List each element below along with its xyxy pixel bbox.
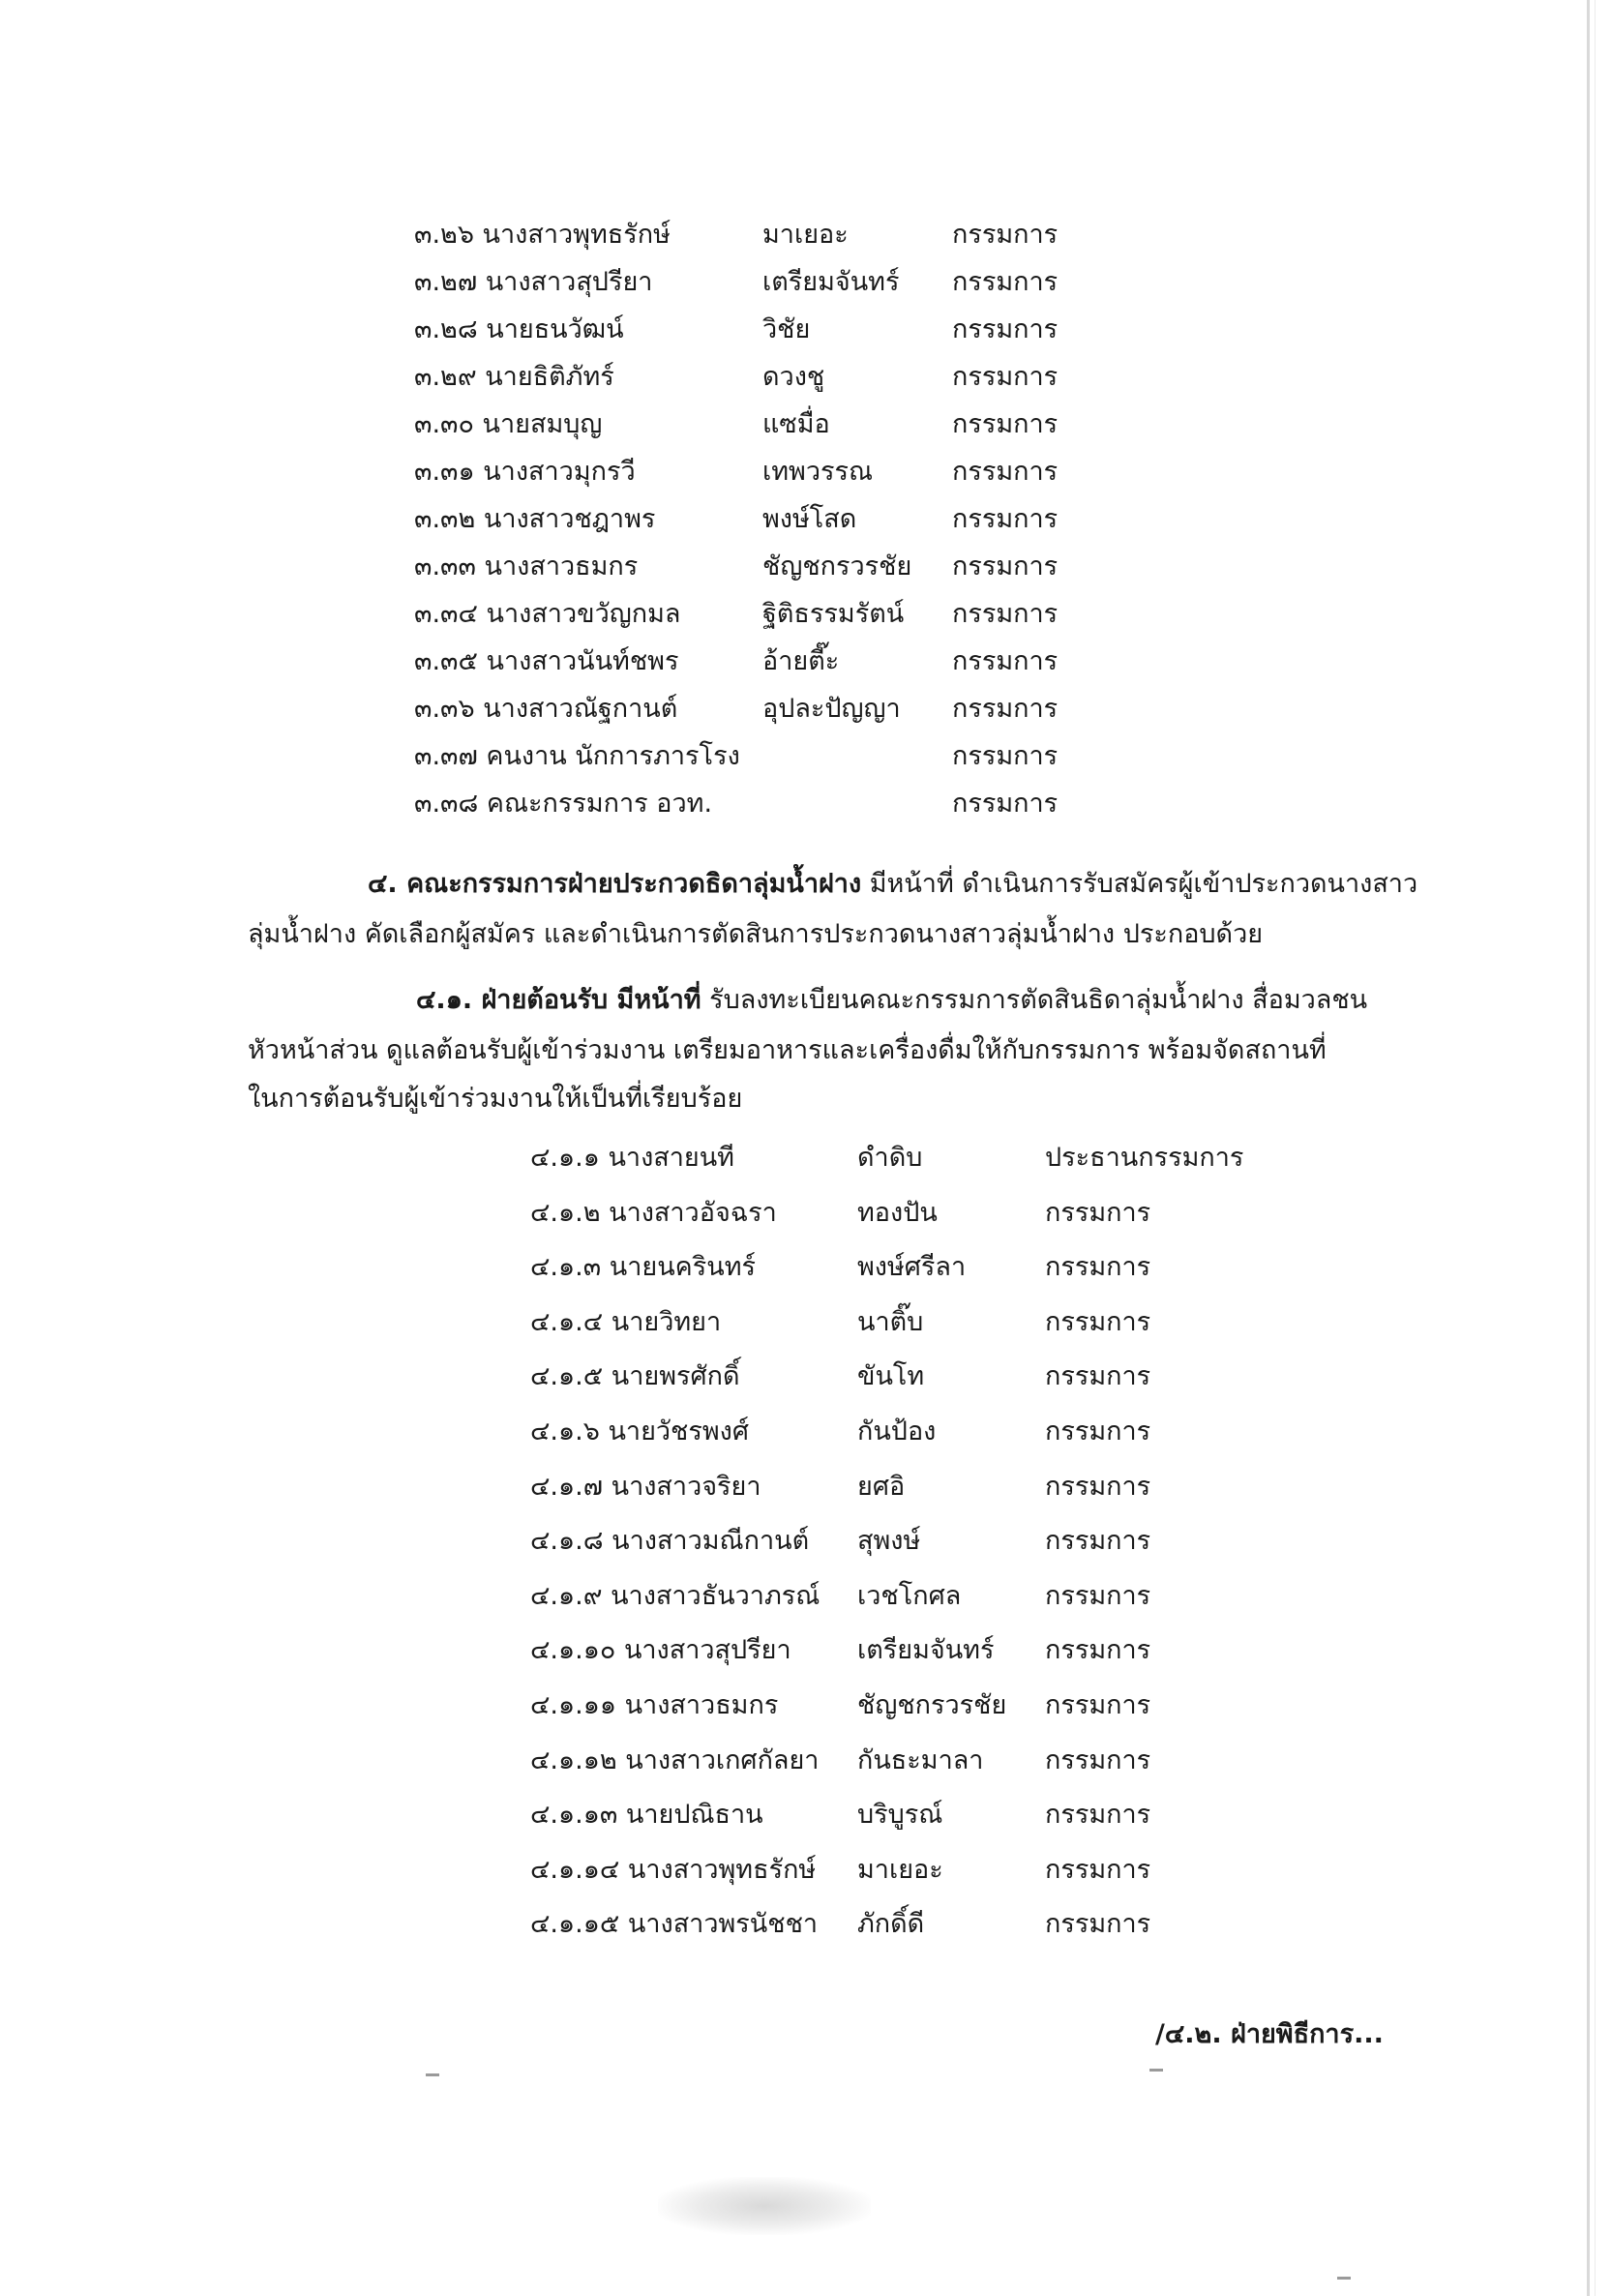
member-role: กรรมการ	[952, 741, 1059, 771]
scan-smudge	[658, 2177, 871, 2235]
scan-mark	[426, 2073, 439, 2076]
page-edge-shadow	[1587, 0, 1590, 2296]
member-role: กรรมการ	[1045, 1689, 1151, 1720]
member-name: ๔.๑.๑ นางสายนที	[530, 1143, 734, 1173]
member-name: ๓.๓๗ คนงาน นักการภารโรง	[414, 741, 740, 771]
member-role: กรรมการ	[1045, 1361, 1151, 1392]
member-role: กรรมการ	[1045, 1416, 1151, 1446]
member-role: กรรมการ	[952, 267, 1059, 297]
member-role: กรรมการ	[952, 646, 1059, 676]
section41-line-3: ในการต้อนรับผู้เข้าร่วมงานให้เป็นที่เรียบร้อย	[248, 1084, 743, 1114]
member-surname: ชัญชกรวรชัย	[857, 1689, 1007, 1720]
member-surname: บริบูรณ์	[857, 1800, 943, 1831]
member-role: กรรมการ	[1045, 1197, 1151, 1228]
member-surname: พงษ์โสด	[762, 504, 857, 534]
member-role: กรรมการ	[952, 599, 1059, 629]
member-role: กรรมการ	[1045, 1580, 1151, 1611]
member-name: ๓.๓๓ นางสาวธมกร	[414, 552, 639, 581]
member-role: กรรมการ	[952, 789, 1059, 819]
member-name: ๔.๑.๒ นางสาวอัจฉรา	[530, 1197, 777, 1228]
member-role: กรรมการ	[952, 362, 1059, 392]
page-continuation: /๔.๒. ฝ่ายพิธีการ...	[1155, 2019, 1384, 2049]
member-name: ๔.๑.๔ นายวิทยา	[530, 1306, 722, 1337]
member-role: กรรมการ	[1045, 1306, 1151, 1337]
member-surname: มาเยอะ	[762, 220, 849, 250]
member-role: กรรมการ	[1045, 1854, 1151, 1885]
member-name: ๔.๑.๑๒ นางสาวเกศกัลยา	[530, 1744, 820, 1775]
member-surname: อ้ายตี๊ะ	[762, 646, 840, 676]
section41-heading: ๔.๑. ฝ่ายต้อนรับ มีหน้าที่	[416, 985, 701, 1015]
member-surname: สุพงษ์	[857, 1526, 921, 1557]
member-name: ๔.๑.๓ นายนครินทร์	[530, 1252, 756, 1283]
member-surname: แซมื่อ	[762, 409, 830, 439]
member-surname: วิชัย	[762, 314, 811, 344]
member-surname: ดำดิบ	[857, 1143, 923, 1173]
section4-text: มีหน้าที่ ดำเนินการรับสมัครผู้เข้าประกวดนางสาว	[861, 869, 1418, 899]
member-surname: ภักดิ์ดี	[857, 1909, 925, 1940]
member-name: ๔.๑.๑๐ นางสาวสุปรียา	[530, 1635, 791, 1666]
member-name: ๓.๓๐ นายสมบุญ	[414, 409, 603, 439]
member-role: กรรมการ	[952, 552, 1059, 581]
member-role: ประธานกรรมการ	[1045, 1143, 1244, 1173]
member-surname: ขันโท	[857, 1361, 925, 1392]
member-surname: เวชโกศล	[857, 1580, 962, 1611]
scan-mark	[1337, 2277, 1351, 2280]
member-name: ๔.๑.๗ นางสาวจริยา	[530, 1471, 761, 1502]
member-role: กรรมการ	[1045, 1252, 1151, 1283]
member-name: ๔.๑.๙ นางสาวธันวาภรณ์	[530, 1580, 820, 1611]
section41-line-1	[416, 975, 1367, 1026]
member-role: กรรมการ	[1045, 1635, 1151, 1666]
scan-mark	[1149, 2069, 1163, 2072]
member-name: ๓.๓๕ นางสาวนันท์ชพร	[414, 646, 679, 676]
member-name: ๓.๓๑ นางสาวมุกรวี	[414, 457, 636, 487]
member-name: ๔.๑.๑๓ นายปณิธาน	[530, 1800, 763, 1831]
member-name: ๓.๓๘ คณะกรรมการ อวท.	[414, 789, 713, 819]
member-surname: มาเยอะ	[857, 1854, 943, 1885]
member-name: ๔.๑.๑๔ นางสาวพุทธรักษ์	[530, 1854, 817, 1885]
member-name: ๓.๓๔ นางสาวขวัญกมล	[414, 599, 681, 629]
member-surname: ทองปัน	[857, 1197, 938, 1228]
section41-text: รับลงทะเบียนคณะกรรมการตัดสินธิดาลุ่มน้ำฝาง สื่อมวลชน	[701, 985, 1368, 1015]
member-surname: อุปละปัญญา	[762, 694, 901, 724]
member-surname: เตรียมจันทร์	[857, 1635, 995, 1666]
section41-line-2: หัวหน้าส่วน ดูแลต้อนรับผู้เข้าร่วมงาน เตรียมอาหารและเครื่องดื่มให้กับกรรมการ พร้อมจัดสถานที่	[248, 1035, 1327, 1065]
member-surname: พงษ์ศรีลา	[857, 1252, 967, 1283]
section4-heading: ๔. คณะกรรมการฝ่ายประกวดธิดาลุ่มน้ำฝาง	[368, 869, 862, 899]
member-surname: กันธะมาลา	[857, 1744, 984, 1775]
member-role: กรรมการ	[952, 457, 1059, 487]
member-role: กรรมการ	[1045, 1471, 1151, 1502]
member-role: กรรมการ	[1045, 1800, 1151, 1831]
member-name: ๓.๒๘ นายธนวัฒน์	[414, 314, 624, 344]
member-name: ๔.๑.๘ นางสาวมณีกานต์	[530, 1526, 810, 1557]
member-name: ๔.๑.๑๑ นางสาวธมกร	[530, 1689, 779, 1720]
member-role: กรรมการ	[952, 504, 1059, 534]
member-name: ๔.๑.๖ นายวัชรพงศ์	[530, 1416, 750, 1446]
member-surname: ดวงชู	[762, 362, 825, 392]
member-name: ๓.๓๖ นางสาวณัฐกานต์	[414, 694, 678, 724]
member-name: ๓.๒๖ นางสาวพุทธรักษ์	[414, 220, 671, 250]
member-surname: ชัญชกรวรชัย	[762, 552, 912, 581]
page-edge-line	[1595, 0, 1596, 2296]
section4-line-2: ลุ่มน้ำฝาง คัดเลือกผู้สมัคร และดำเนินการตัดสินการประกวดนางสาวลุ่มน้ำฝาง ประกอบด้วย	[248, 919, 1264, 949]
member-name: ๔.๑.๕ นายพรศักดิ์	[530, 1361, 740, 1392]
member-surname: กันป้อง	[857, 1416, 937, 1446]
member-name: ๔.๑.๑๕ นางสาวพรนัชชา	[530, 1909, 819, 1940]
section4-line-1	[368, 859, 1417, 909]
member-role: กรรมการ	[952, 220, 1059, 250]
member-surname: ฐิติธรรมรัตน์	[762, 599, 905, 629]
member-surname: เทพวรรณ	[762, 457, 874, 487]
member-surname: นาติ๊บ	[857, 1306, 924, 1337]
member-role: กรรมการ	[1045, 1744, 1151, 1775]
member-role: กรรมการ	[952, 694, 1059, 724]
member-name: ๓.๒๙ นายธิติภัทร์	[414, 362, 614, 392]
member-name: ๓.๓๒ นางสาวชฎาพร	[414, 504, 656, 534]
member-name: ๓.๒๗ นางสาวสุปรียา	[414, 267, 653, 297]
member-surname: ยศอิ	[857, 1471, 906, 1502]
member-surname: เตรียมจันทร์	[762, 267, 900, 297]
member-role: กรรมการ	[952, 314, 1059, 344]
member-role: กรรมการ	[1045, 1526, 1151, 1557]
member-role: กรรมการ	[1045, 1909, 1151, 1940]
member-role: กรรมการ	[952, 409, 1059, 439]
